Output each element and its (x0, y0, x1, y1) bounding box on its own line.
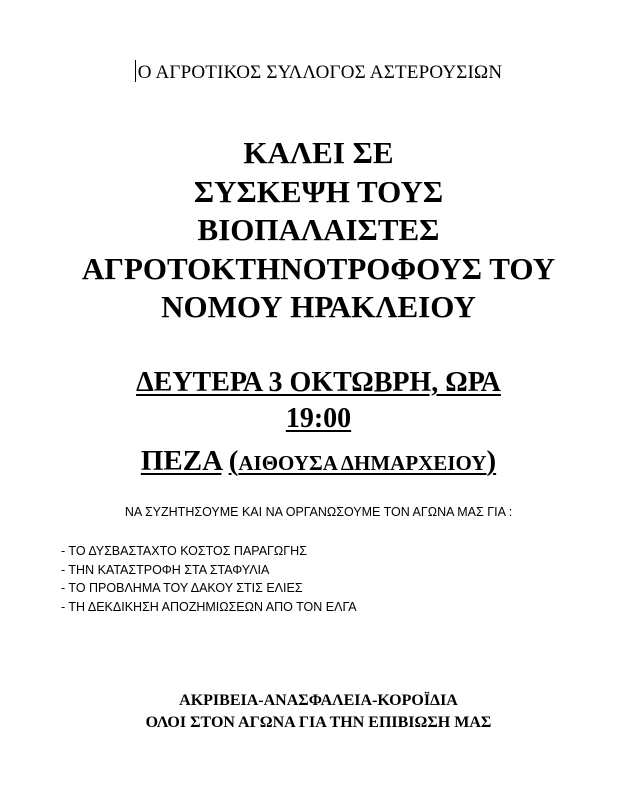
venue-open-paren: ( (228, 445, 239, 477)
venue-name: ΑΙΘΟΥΣΑ ΔΗΜΑΡΧΕΙΟΥ (238, 451, 487, 475)
organization-name (0, 60, 637, 84)
agenda-intro: ΝΑ ΣΥΖΗΤΗΣΟΥΜΕ ΚΑΙ ΝΑ ΟΡΓΑΝΩΣΟΥΜΕ ΤΟΝ ΑΓΩΝΑ ΜΑΣ ΓΙΑ : (124, 505, 513, 519)
meeting-place (0, 443, 637, 481)
meeting-date-time (0, 365, 637, 437)
list-item: - ΤΗ ΔΕΚΔΙΚΗΣΗ ΑΠΟΖΗΜΙΩΣΕΩΝ ΑΠΟ ΤΟΝ ΕΛΓΑ (61, 599, 357, 614)
call-title (0, 134, 637, 327)
slogan-line: ΟΛΟΙ ΣΤΟΝ ΑΓΩΝΑ ΓΙΑ ΤΗΝ ΕΠΙΒΙΩΣΗ ΜΑΣ (145, 714, 492, 731)
meeting-time: 19:00 (285, 403, 352, 434)
title-line: ΑΓΡΟΤΟΚΤΗΝΟΤΡΟΦΟΥΣ ΤΟΥ (81, 250, 556, 286)
list-item: - ΤΟ ΠΡΟΒΛΗΜΑ ΤΟΥ ΔΑΚΟΥ ΣΤΙΣ ΕΛΙΕΣ (61, 581, 303, 595)
title-line: ΝΟΜΟΥ ΗΡΑΚΛΕΙΟΥ (161, 289, 476, 324)
slogan (0, 690, 637, 734)
list-item: - ΤΗΝ ΚΑΤΑΣΤΡΟΦΗ ΣΤΑ ΣΤΑΦΥΛΙΑ (61, 562, 270, 577)
title-line: ΚΑΛΕΙ ΣΕ (243, 135, 394, 170)
list-item: - ΤΟ ΔΥΣΒΑΣΤΑΧΤΟ ΚΟΣΤΟΣ ΠΑΡΑΓΩΓΗΣ (61, 544, 307, 558)
text-cursor-bar (135, 60, 136, 82)
title-line: ΒΙΟΠΑΛΑΙΣΤΕΣ (197, 212, 440, 247)
title-line: ΣΥΣΚΕΨΗ ΤΟΥΣ (193, 173, 444, 209)
slogan-line: ΑΚΡΙΒΕΙΑ-ΑΝΑΣΦΑΛΕΙΑ-ΚΟΡΟΪΔΙΑ (179, 692, 458, 709)
organization-text: Ο ΑΓΡΟΤΙΚΟΣ ΣΥΛΛΟΓΟΣ ΑΣΤΕΡΟΥΣΙΩΝ (137, 62, 503, 83)
agenda-list (61, 542, 357, 616)
meeting-date: ΔΕΥΤΕΡΑ 3 ΟΚΤΩΒΡΗ, ΩΡΑ (136, 367, 501, 398)
place-name: ΠΕΖΑ (140, 445, 222, 477)
venue-close-paren: ) (486, 445, 497, 477)
